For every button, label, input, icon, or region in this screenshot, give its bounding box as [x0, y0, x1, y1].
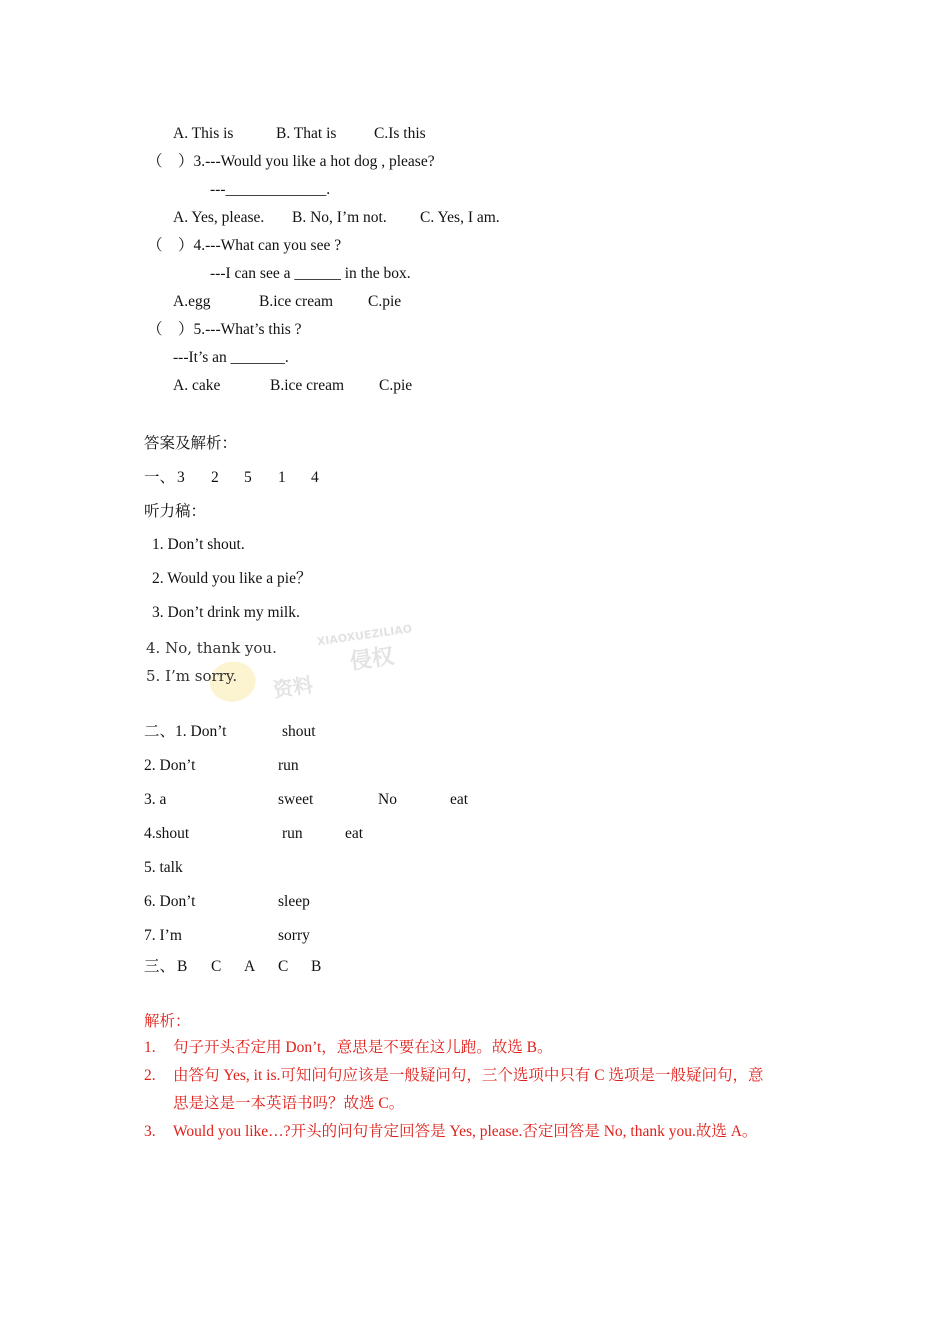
- analysis-title: 解析：: [144, 1013, 191, 1030]
- part-2-cell: 5. talk: [144, 859, 183, 876]
- part-2-cell: 3. a: [144, 791, 167, 808]
- part-2-cell: sleep: [278, 893, 310, 910]
- analysis-text: 由答句 Yes, it is.可知问句应该是一般疑问句，三个选项中只有 C 选项是一般疑问句，意: [173, 1067, 764, 1084]
- part-2-cell: shout: [282, 723, 316, 740]
- option-a: A.egg: [173, 293, 211, 310]
- part-1-answer: 1: [278, 469, 286, 486]
- part-1-label: 一、: [144, 469, 176, 486]
- part-3-label: 三、: [144, 958, 176, 975]
- question-5-answer-blank: ---It’s an _______.: [173, 349, 289, 366]
- option-a: A. This is: [173, 125, 234, 142]
- question-5: （ ）5.---What’s this ?: [147, 321, 302, 338]
- option-c: C.pie: [368, 293, 402, 310]
- part-2-cell: No: [378, 791, 397, 808]
- part-3-answer: C: [211, 958, 222, 975]
- listening-title: 听力稿：: [144, 503, 207, 520]
- listening-line: 2. Would you like a pie？: [152, 570, 312, 587]
- analysis-number: 3.: [144, 1123, 156, 1140]
- listening-line: 5. I’m sorry.: [146, 667, 238, 685]
- watermark: XIAOXUEZILIAO 侵权 资料: [196, 612, 434, 715]
- analysis-text: 思是这是一本英语书吗？故选 C。: [173, 1095, 405, 1112]
- option-b: B. No, I’m not.: [292, 209, 387, 226]
- part-2-cell: 二、1. Don’t: [144, 723, 227, 740]
- question-3-answer-blank: ---_____________.: [210, 181, 331, 198]
- part-2-cell: sorry: [278, 927, 310, 944]
- part-2-cell: eat: [345, 825, 364, 842]
- part-2-cell: 2. Don’t: [144, 757, 196, 774]
- answers-title: 答案及解析：: [144, 435, 238, 452]
- option-b: B.ice cream: [259, 293, 334, 310]
- part-3-answer: B: [177, 958, 188, 975]
- analysis-number: 2.: [144, 1067, 156, 1084]
- part-1-answer: 5: [244, 469, 252, 486]
- part-1-answer: 3: [177, 469, 185, 486]
- option-a: A. Yes, please.: [173, 209, 265, 226]
- listening-line: 3. Don’t drink my milk.: [152, 604, 300, 621]
- analysis-text: 句子开头否定用 Don’t，意思是不要在这儿跑。故选 B。: [173, 1039, 553, 1056]
- part-3-answer: B: [311, 958, 322, 975]
- option-b: B. That is: [276, 125, 337, 142]
- part-2-cell: run: [278, 757, 299, 774]
- question-3: （ ）3.---Would you like a hot dog , please?: [147, 153, 435, 170]
- analysis-number: 1.: [144, 1039, 156, 1056]
- option-b: B.ice cream: [270, 377, 345, 394]
- part-3-answer: C: [278, 958, 289, 975]
- option-a: A. cake: [173, 377, 221, 394]
- part-2-cell: sweet: [278, 791, 314, 808]
- part-2-cell: run: [282, 825, 303, 842]
- part-2-cell: 7. I’m: [144, 927, 182, 944]
- listening-line: 1. Don’t shout.: [152, 536, 245, 553]
- listening-line: 4. No, thank you.: [146, 639, 277, 657]
- part-3-answer: A: [244, 958, 256, 975]
- question-4: （ ）4.---What can you see ?: [147, 237, 342, 254]
- part-1-answer: 2: [211, 469, 219, 486]
- question-4-answer-blank: ---I can see a ______ in the box.: [210, 265, 411, 282]
- option-c: C.pie: [379, 377, 413, 394]
- part-2-cell: 6. Don’t: [144, 893, 196, 910]
- option-c: C.Is this: [374, 125, 426, 142]
- part-2-cell: eat: [450, 791, 469, 808]
- part-2-cell: 4.shout: [144, 825, 190, 842]
- option-c: C. Yes, I am.: [420, 209, 500, 226]
- analysis-text: Would you like…?开头的问句肯定回答是 Yes, please.否定回答是 No, thank you.故选 A。: [173, 1123, 758, 1140]
- part-1-answer: 4: [311, 469, 319, 486]
